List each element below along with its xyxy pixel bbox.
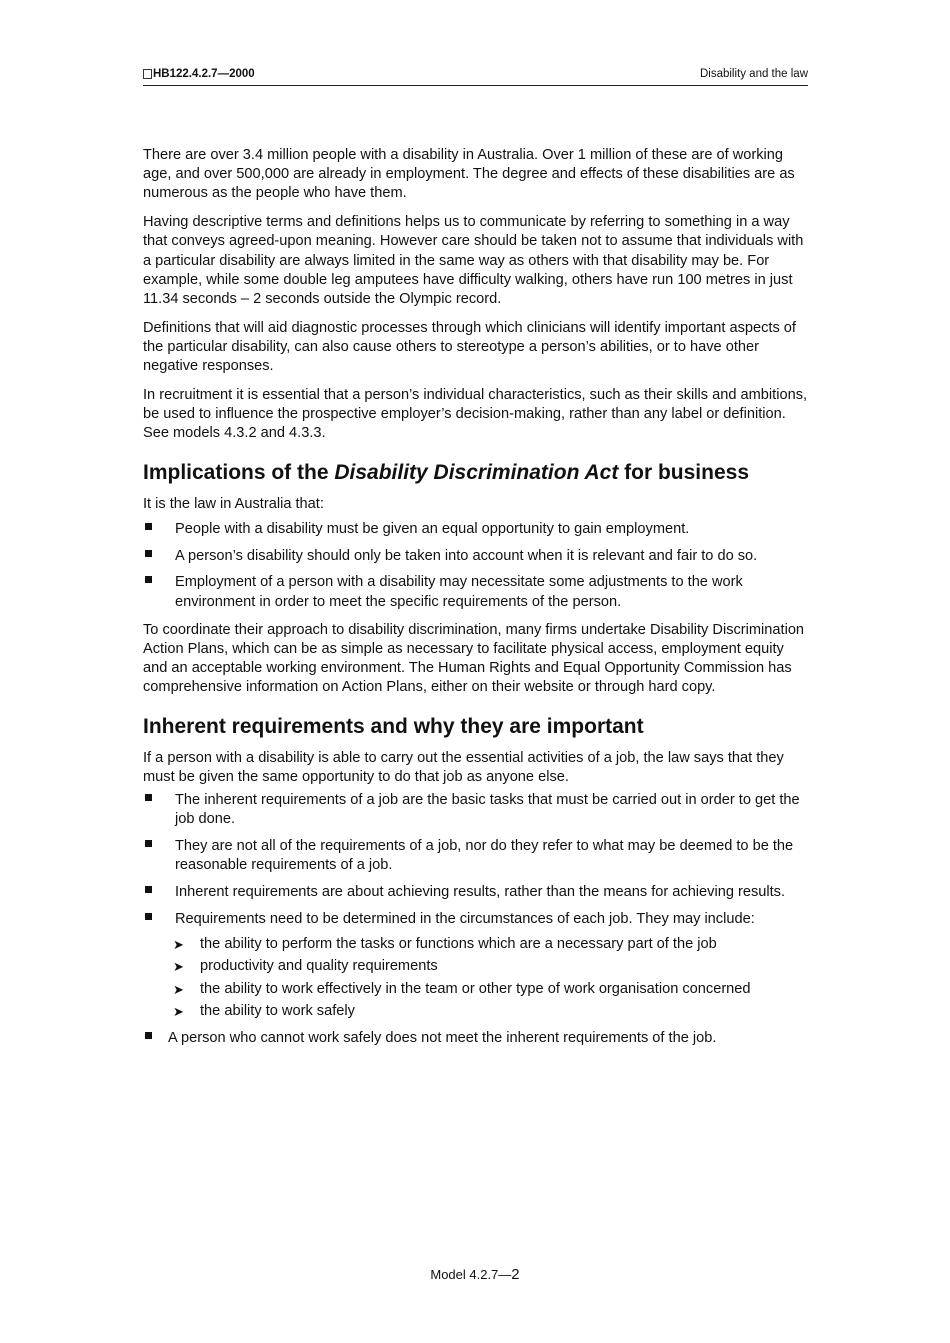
list-item-text: People with a disability must be given an equal opportunity to gain employment. [175,520,690,537]
intro-paragraph-4: In recruitment it is essential that a person’s individual characteristics, such as their skills and ambitions, be used to influence the prospective employer’s decision-making, rather than any label or definition. See models 4.3.2 and 4.3.3. [143,387,808,442]
document-body [143,146,808,1057]
section-heading-dda [143,460,808,486]
list-item-text: Requirements need to be determined in the circumstances of each job. They may include: [175,910,755,927]
header-section-title: Disability and the law [699,68,808,80]
sub-list-item [175,1002,808,1021]
arrow-bullet-icon: ➤ [173,937,184,953]
list-item-text: They are not all of the requirements of a job, nor do they refer to what may be deemed to be the reasonable requirements of a job. [175,838,794,874]
square-bullet-icon [145,913,152,920]
list-item [143,837,808,875]
checkbox-glyph-icon [143,69,152,79]
list-item [143,547,808,566]
list-item [143,883,808,902]
square-bullet-icon [145,794,152,801]
document-code: HB122.4.2.7—2000 [153,68,255,80]
page-footer [0,1266,950,1283]
list-item-text: A person’s disability should only be taken into account when it is relevant and fair to do so. [175,547,758,564]
sub-list-item-text: productivity and quality requirements [200,958,438,975]
square-bullet-icon [145,886,152,893]
heading-part: Implications of the [143,460,335,484]
sub-list-item [175,935,808,954]
section2-lead: If a person with a disability is able to carry out the essential activities of a job, the law says that they must be given the same opportunity to do that job as anyone else. [143,749,784,785]
act-title: Disability Discrimination Act [334,460,619,484]
page-number: 2 [511,1266,520,1283]
section1-lead: It is the law in Australia that: [143,495,324,512]
sub-list-item [175,980,808,999]
intro-paragraph-1: There are over 3.4 million people with a disability in Australia. Over 1 million of these are of working age, and over 500,000 are already in employment. The degree and effects of these disabilities are as numerous as the people who have them. [143,147,795,202]
square-bullet-icon [145,840,152,847]
section-heading-inherent-requirements: Inherent requirements and why they are important [143,714,644,738]
sub-list-item-text: the ability to work safely [200,1002,355,1019]
list-item-text: Inherent requirements are about achieving results, rather than the means for achieving results. [175,884,786,901]
square-bullet-icon [145,550,152,557]
heading-part: for business [618,460,750,484]
list-item [143,520,808,539]
arrow-bullet-icon: ➤ [173,959,184,975]
sub-list-item [175,957,808,976]
square-bullet-icon [145,523,152,530]
sub-list-item-text: the ability to perform the tasks or functions which are a necessary part of the job [200,936,717,953]
list-item [143,910,808,1021]
sub-bullet-list [175,935,808,1021]
list-item [143,573,808,611]
list-item-text: The inherent requirements of a job are the basic tasks that must be carried out in order to get the job done. [175,792,800,828]
requirements-bullet-list [143,791,808,1048]
header-left [143,68,255,80]
page-header [143,66,808,86]
arrow-bullet-icon: ➤ [173,1003,184,1019]
square-bullet-icon [145,1032,152,1039]
list-item-text: Employment of a person with a disability may necessitate some adjustments to the work environment in order to meet the specific requirements of the person. [175,574,743,610]
footer-model-label: Model 4.2.7— [430,1267,512,1282]
list-item [143,791,808,829]
intro-paragraph-3: Definitions that will aid diagnostic processes through which clinicians will identify important aspects of the particular disability, can also cause others to stereotype a person’s abilities, or to have other negative responses. [143,319,796,375]
square-bullet-icon [145,576,152,583]
list-item [143,1029,808,1048]
arrow-bullet-icon: ➤ [173,981,184,997]
intro-paragraph-2: Having descriptive terms and definitions helps us to communicate by referring to something in a way that conveys agreed-upon meaning. However care should be taken not to assume that individuals with a particular disability are always limited in the same way as others with that disability may be. For example, while some double leg amputees have difficulty walking, others have run 100 metres in just 11.34 seconds – 2 seconds outside the Olympic record. [143,214,804,308]
law-bullet-list [143,520,808,612]
section1-closing: To coordinate their approach to disability discrimination, many firms undertake Disability Discrimination Action Plans, which can be as simple as necessary to facilitate physical access, employment equity and an acceptable working environment. The Human Rights and Equal Opportunity Commission has comprehensive information on Action Plans, either on their website or through hard copy. [143,621,805,696]
sub-list-item-text: the ability to work effectively in the team or other type of work organisation concerned [200,980,751,997]
list-item-text: A person who cannot work safely does not meet the inherent requirements of the job. [168,1029,717,1046]
